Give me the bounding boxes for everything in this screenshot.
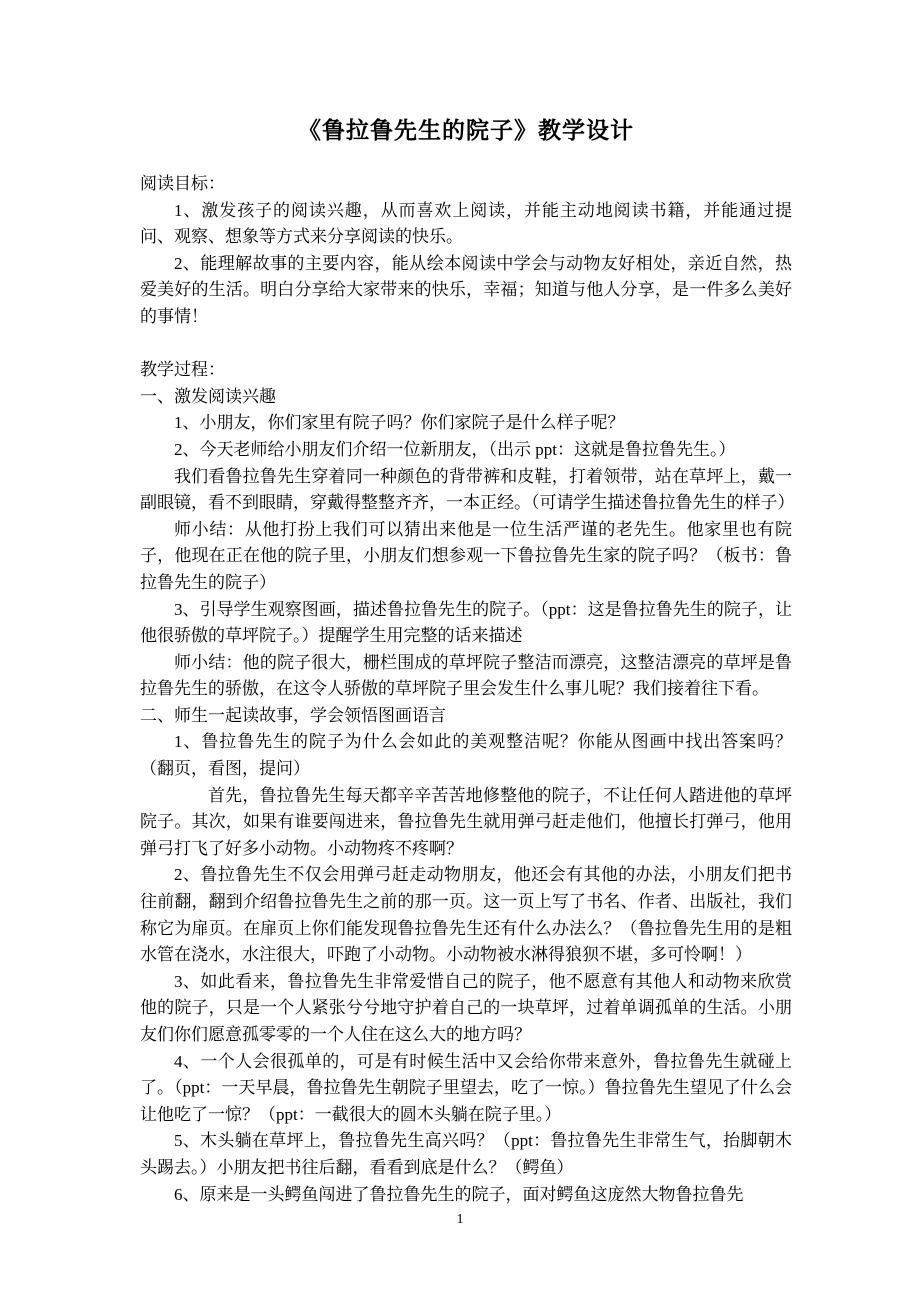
paragraph: 教学过程： <box>140 360 225 380</box>
blank-line <box>140 331 792 358</box>
paragraph: 阅读目标： <box>140 174 225 193</box>
paragraph: 4、一个人会很孤单的，可是有时候生活中又会给你带来意外，鲁拉鲁先生就碰上了。（ppt：一天早晨，鲁拉鲁先生朝院子里望去，吃了一惊。）鲁拉鲁先生望见了什么会让他吃了一惊？（ppt：一截很大的圆木头躺在院子里。） <box>140 1051 792 1124</box>
paragraph: 6、原来是一头鳄鱼闯进了鲁拉鲁先生的院子，面对鳄鱼这庞然大物鲁拉鲁先 <box>174 1184 744 1204</box>
paragraph: 首先，鲁拉鲁先生每天都辛辛苦苦地修整他的院子，不让任何人踏进他的草坪院子。其次，如果有谁要闯进来，鲁拉鲁先生就用弹弓赶走他们，他擅长打弹弓，他用弹弓打飞了好多小动物。小动物疼不疼啊？ <box>140 785 792 858</box>
paragraph: 我们看鲁拉鲁先生穿着同一种颜色的背带裤和皮鞋，打着领带，站在草坪上，戴一副眼镜，看不到眼睛，穿戴得整整齐齐，一本正经。（可请学生描述鲁拉鲁先生的样子） <box>140 466 795 513</box>
document-body <box>140 171 795 1208</box>
paragraph: 师小结：他的院子很大，栅栏围成的草坪院子整洁而漂亮，这整洁漂亮的草坪是鲁拉鲁先生的骄傲，在这令人骄傲的草坪院子里会发生什么事儿呢？我们接着往下看。 <box>140 652 792 699</box>
paragraph: 3、引导学生观察图画，描述鲁拉鲁先生的院子。（ppt：这是鲁拉鲁先生的院子，让他很骄傲的草坪院子。）提醒学生用完整的话来描述 <box>140 599 792 646</box>
paragraph: 2、今天老师给小朋友们介绍一位新朋友，（出示 ppt：这就是鲁拉鲁先生。） <box>174 439 736 459</box>
document-content <box>140 112 795 1208</box>
paragraph: 师小结：从他打扮上我们可以猜出来他是一位生活严谨的老先生。他家里也有院子，他现在正在他的院子里，小朋友们想参观一下鲁拉鲁先生家的院子吗？（板书：鲁拉鲁先生的院子） <box>140 519 792 592</box>
paragraph: 二、师生一起读故事，学会领悟图画语言 <box>140 705 446 725</box>
page-number: 1 <box>456 1212 464 1227</box>
paragraph: 一、激发阅读兴趣 <box>140 386 276 406</box>
paragraph: 1、小朋友，你们家里有院子吗？你们家院子是什么样子呢？ <box>174 413 625 433</box>
document-title: 《鲁拉鲁先生的院子》教学设计 <box>298 118 634 143</box>
paragraph: 1、鲁拉鲁先生的院子为什么会如此的美观整洁呢？你能从图画中找出答案吗？（翻页，看图，提问） <box>140 732 792 779</box>
paragraph: 2、鲁拉鲁先生不仅会用弹弓赶走动物朋友，他还会有其他的办法，小朋友们把书往前翻，翻到介绍鲁拉鲁先生之前的那一页。这一页上写了书名、作者、出版社，我们称它为扉页。在扉页上你们能发现鲁拉鲁先生还有什么办法么？（鲁拉鲁先生用的是粗水管在浇水，水注很大，吓跑了小动物。小动物被水淋得狼狈不堪，多可怜啊！） <box>140 865 792 965</box>
paragraph: 1、激发孩子的阅读兴趣，从而喜欢上阅读，并能主动地阅读书籍，并能通过提问、观察、想象等方式来分享阅读的快乐。 <box>140 200 792 247</box>
paragraph: 2、能理解故事的主要内容，能从绘本阅读中学会与动物友好相处，亲近自然，热爱美好的生活。明白分享给大家带来的快乐，幸福；知道与他人分享，是一件多么美好的事情！ <box>140 253 792 326</box>
paragraph: 5、木头躺在草坪上，鲁拉鲁先生高兴吗？（ppt：鲁拉鲁先生非常生气，抬脚朝木头踢去。）小朋友把书往后翻，看看到底是什么？（鳄鱼） <box>140 1131 792 1177</box>
paragraph: 3、如此看来，鲁拉鲁先生非常爱惜自己的院子，他不愿意有其他人和动物来欣赏他的院子，只是一个人紧张兮兮地守护着自己的一块草坪，过着单调孤单的生活。小朋友们你们愿意孤零零的一个人住在这么大的地方吗？ <box>140 971 792 1044</box>
